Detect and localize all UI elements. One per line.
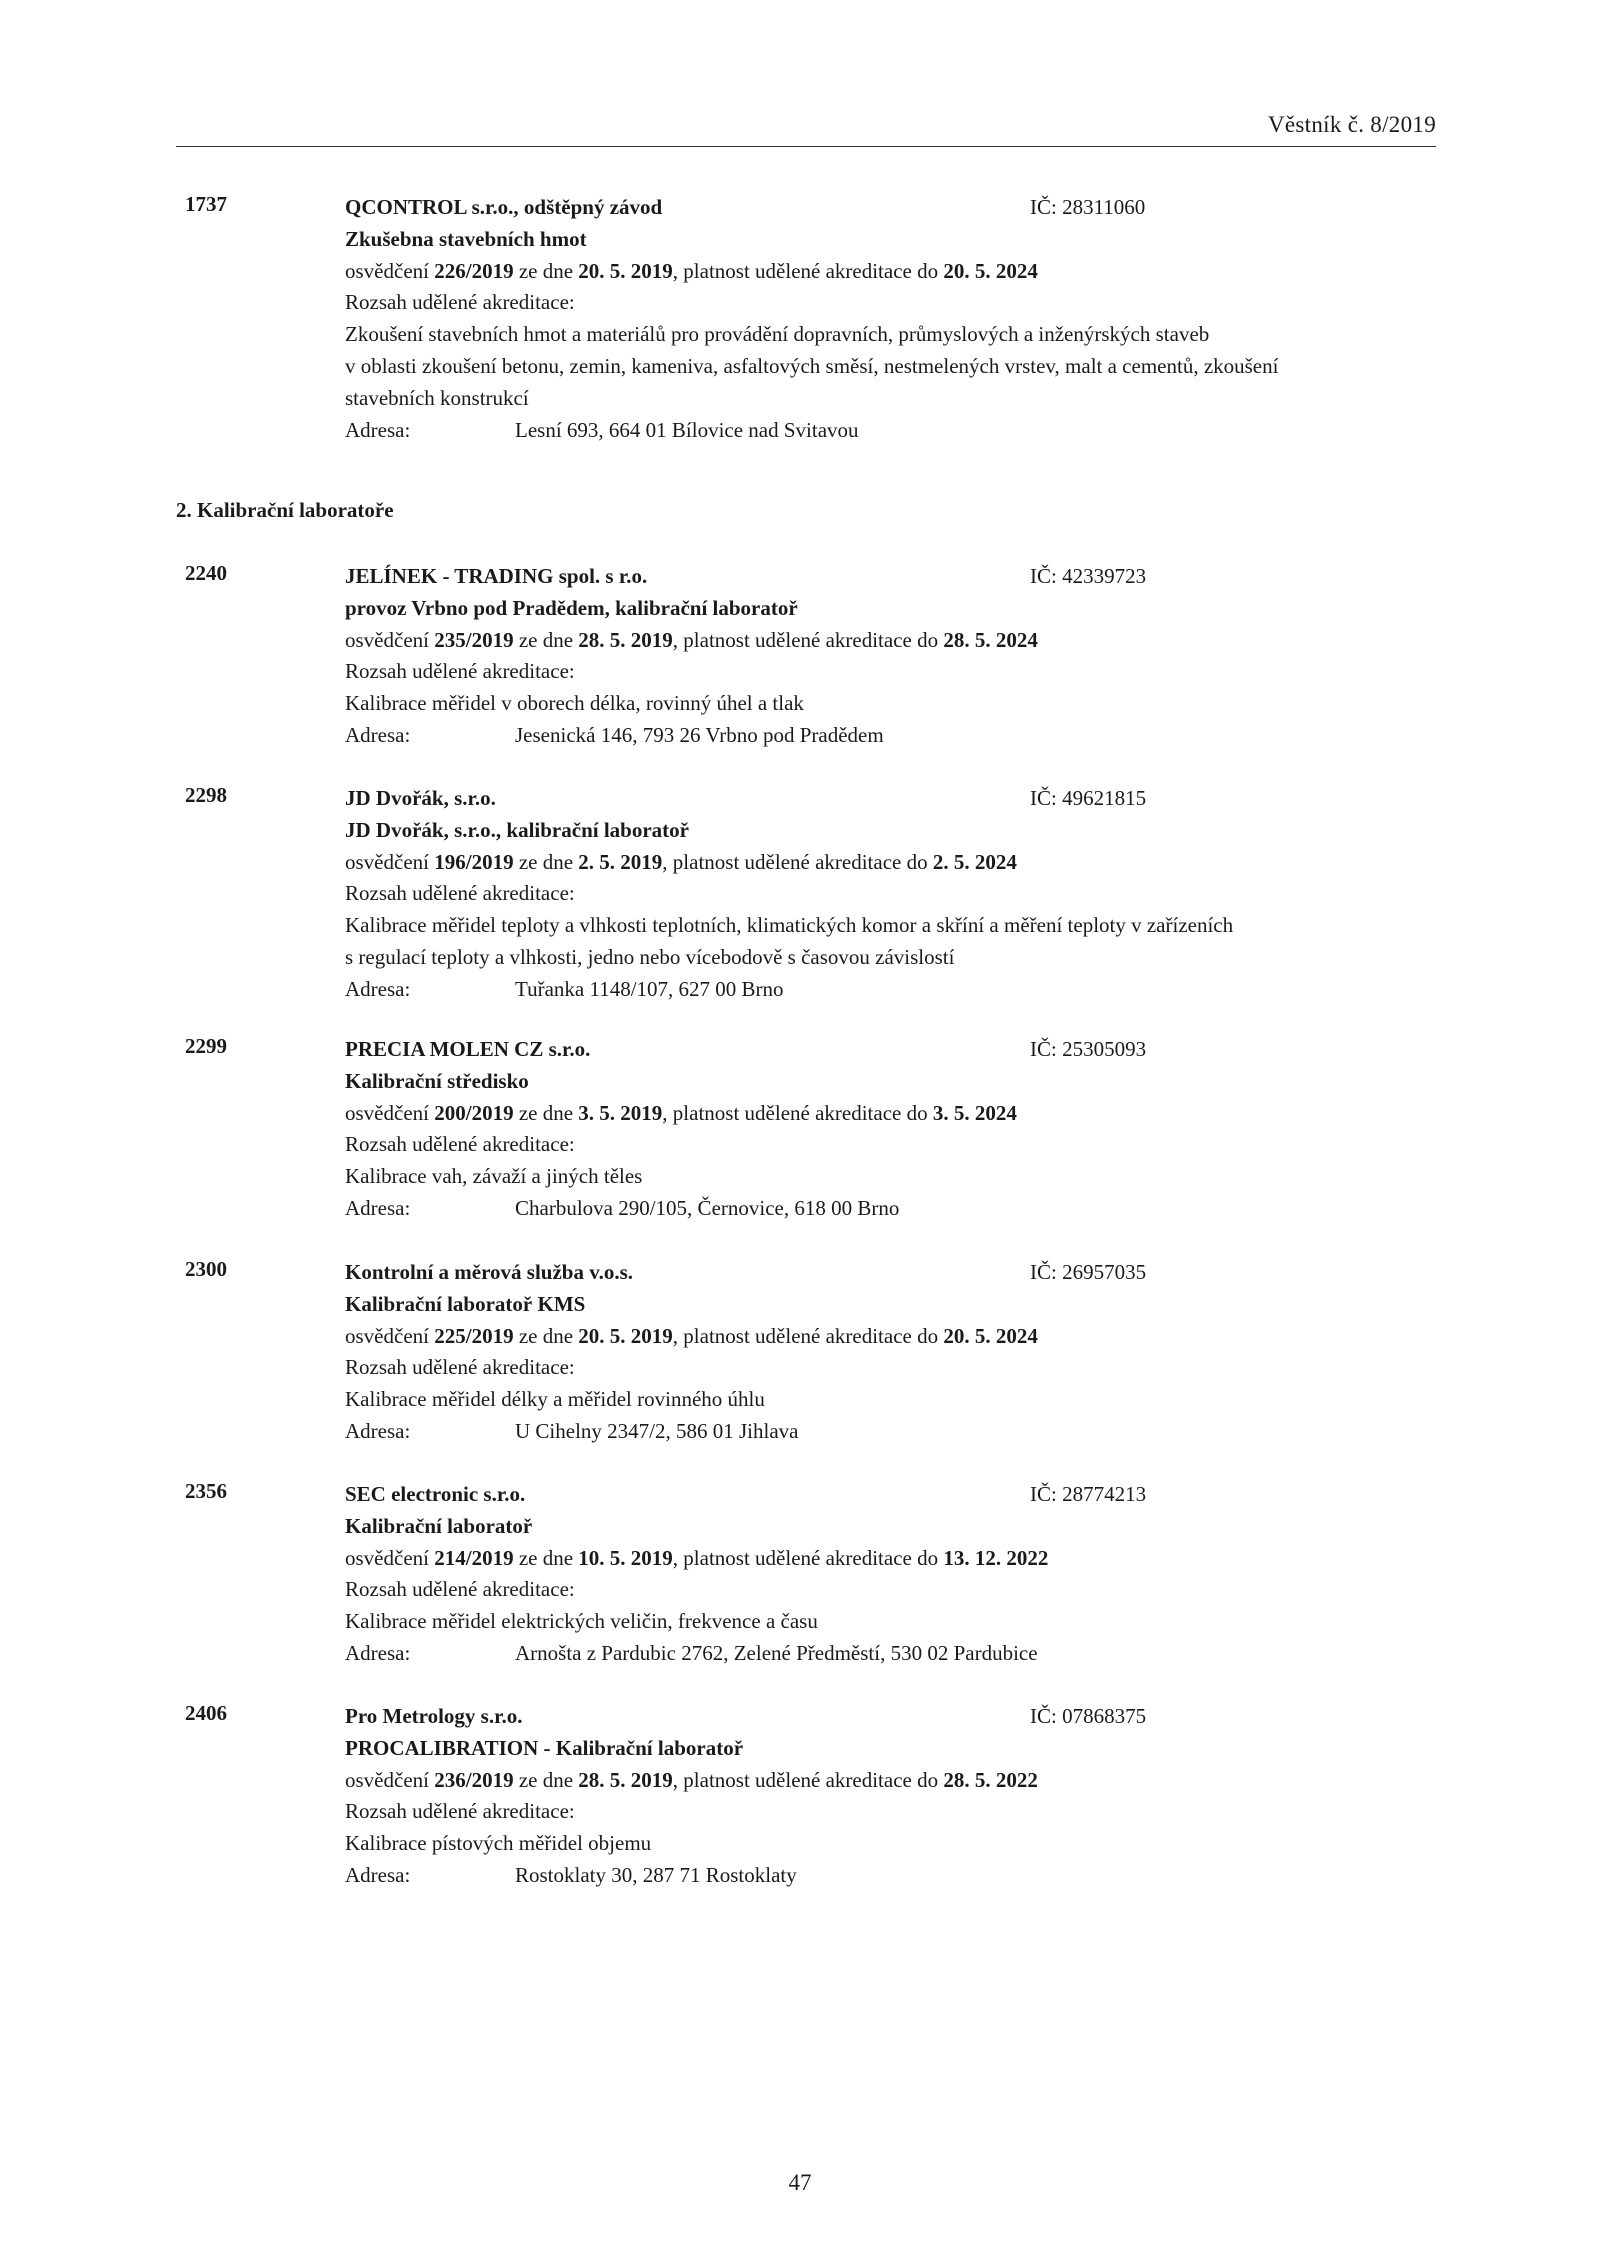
company-id: IČ: 26957035 — [1030, 1260, 1147, 1284]
organization-line — [345, 1257, 1445, 1289]
scope-text: v oblasti zkoušení betonu, zemin, kameniva, asfaltových směsí, nestmelených vrstev, malt a cementů, zkoušení — [345, 353, 1279, 378]
company-id: IČ: 28774213 — [1030, 1482, 1147, 1506]
entry-number: 2240 — [185, 561, 227, 585]
certificate-line: osvědčení 214/2019 ze dne 10. 5. 2019, platnost udělené akreditace do 13. 12. 2022 — [345, 1545, 1049, 1570]
valid-until-date: 20. 5. 2024 — [943, 258, 1038, 283]
certificate-number: 214/2019 — [434, 1545, 514, 1570]
scope-label: Rozsah udělené akreditace: — [345, 1577, 575, 1602]
page-header: Věstník č. 8/2019 — [1268, 112, 1436, 137]
address-label: Adresa: — [345, 722, 411, 747]
organization-line — [345, 1701, 1445, 1733]
certificate-line: osvědčení 226/2019 ze dne 20. 5. 2019, platnost udělené akreditace do 20. 5. 2024 — [345, 258, 1038, 283]
scope-text: Kalibrace pístových měřidel objemu — [345, 1831, 652, 1856]
organization-name: JD Dvořák, s.r.o. — [345, 786, 496, 810]
address-value: Rostoklaty 30, 287 71 Rostoklaty — [515, 1862, 797, 1887]
organization-line — [345, 1479, 1445, 1511]
address-line — [345, 1416, 1445, 1448]
entry-number: 2300 — [185, 1257, 227, 1281]
address-label: Adresa: — [345, 417, 411, 442]
organization-line — [345, 783, 1445, 815]
certificate-number: 225/2019 — [434, 1323, 514, 1348]
address-line — [345, 974, 1445, 1006]
company-id: IČ: 49621815 — [1030, 786, 1147, 810]
certificate-line: osvědčení 236/2019 ze dne 28. 5. 2019, platnost udělené akreditace do 28. 5. 2022 — [345, 1767, 1038, 1792]
organization-line — [345, 561, 1445, 593]
scope-text: Kalibrace měřidel délky a měřidel rovinného úhlu — [345, 1387, 765, 1412]
scope-text: stavebních konstrukcí — [345, 385, 529, 410]
organization-name: JELÍNEK - TRADING spol. s r.o. — [345, 564, 648, 588]
scope-label: Rozsah udělené akreditace: — [345, 1355, 575, 1380]
valid-until-date: 20. 5. 2024 — [943, 1323, 1038, 1348]
organization-name: QCONTROL s.r.o., odštěpný závod — [345, 195, 663, 219]
unit-name: Kalibrační středisko — [345, 1068, 529, 1093]
scope-label: Rozsah udělené akreditace: — [345, 290, 575, 315]
organization-line — [345, 1034, 1445, 1066]
issue-date: 3. 5. 2019 — [578, 1100, 663, 1125]
address-label: Adresa: — [345, 976, 411, 1001]
address-line — [345, 1638, 1445, 1670]
company-id: IČ: 28311060 — [1030, 195, 1146, 219]
unit-name: Kalibrační laboratoř — [345, 1513, 533, 1538]
address-label: Adresa: — [345, 1195, 411, 1220]
address-label: Adresa: — [345, 1862, 411, 1887]
scope-text: Kalibrace měřidel v oborech délka, rovinný úhel a tlak — [345, 691, 804, 716]
scope-label: Rozsah udělené akreditace: — [345, 659, 575, 684]
address-line — [345, 720, 1445, 752]
entry-number: 2356 — [185, 1479, 227, 1503]
scope-text: Kalibrace měřidel elektrických veličin, frekvence a času — [345, 1609, 818, 1634]
issue-date: 10. 5. 2019 — [578, 1545, 673, 1570]
organization-name: Pro Metrology s.r.o. — [345, 1704, 523, 1728]
address-line — [345, 1193, 1445, 1225]
organization-line — [345, 192, 1445, 224]
scope-label: Rozsah udělené akreditace: — [345, 1799, 575, 1824]
address-value: U Cihelny 2347/2, 586 01 Jihlava — [515, 1418, 799, 1443]
certificate-number: 226/2019 — [434, 258, 514, 283]
valid-until-date: 28. 5. 2022 — [943, 1767, 1038, 1792]
scope-text: Kalibrace vah, závaží a jiných těles — [345, 1164, 643, 1189]
valid-until-date: 28. 5. 2024 — [943, 627, 1038, 652]
entry-number: 2299 — [185, 1034, 227, 1058]
unit-name: PROCALIBRATION - Kalibrační laboratoř — [345, 1735, 744, 1760]
company-id: IČ: 07868375 — [1030, 1704, 1147, 1728]
unit-name: JD Dvořák, s.r.o., kalibrační laboratoř — [345, 817, 689, 842]
scope-label: Rozsah udělené akreditace: — [345, 1132, 575, 1157]
address-value: Jesenická 146, 793 26 Vrbno pod Pradědem — [515, 722, 884, 747]
organization-name: Kontrolní a měrová služba v.o.s. — [345, 1260, 634, 1284]
address-label: Adresa: — [345, 1640, 411, 1665]
certificate-line: osvědčení 200/2019 ze dne 3. 5. 2019, platnost udělené akreditace do 3. 5. 2024 — [345, 1100, 1017, 1125]
certificate-number: 235/2019 — [434, 627, 514, 652]
scope-text: s regulací teploty a vlhkosti, jedno nebo vícebodově s časovou závislostí — [345, 944, 955, 969]
organization-name: PRECIA MOLEN CZ s.r.o. — [345, 1037, 591, 1061]
unit-name: Kalibrační laboratoř KMS — [345, 1291, 586, 1316]
issue-date: 28. 5. 2019 — [578, 627, 673, 652]
certificate-line: osvědčení 235/2019 ze dne 28. 5. 2019, platnost udělené akreditace do 28. 5. 2024 — [345, 627, 1038, 652]
address-line — [345, 415, 1445, 447]
issue-date: 20. 5. 2019 — [578, 1323, 673, 1348]
certificate-number: 236/2019 — [434, 1767, 514, 1792]
company-id: IČ: 42339723 — [1030, 564, 1147, 588]
valid-until-date: 2. 5. 2024 — [932, 849, 1017, 874]
section-title: 2. Kalibrační laboratoře — [176, 498, 394, 522]
entry-number: 2298 — [185, 783, 227, 807]
unit-name: Zkušebna stavebních hmot — [345, 226, 587, 251]
issue-date: 2. 5. 2019 — [578, 849, 663, 874]
valid-until-date: 13. 12. 2022 — [943, 1545, 1049, 1570]
scope-label: Rozsah udělené akreditace: — [345, 881, 575, 906]
address-label: Adresa: — [345, 1418, 411, 1443]
address-value: Tuřanka 1148/107, 627 00 Brno — [515, 976, 784, 1001]
issue-date: 28. 5. 2019 — [578, 1767, 673, 1792]
address-value: Lesní 693, 664 01 Bílovice nad Svitavou — [515, 417, 859, 442]
certificate-line: osvědčení 196/2019 ze dne 2. 5. 2019, platnost udělené akreditace do 2. 5. 2024 — [345, 849, 1017, 874]
organization-name: SEC electronic s.r.o. — [345, 1482, 526, 1506]
scope-text: Zkoušení stavebních hmot a materiálů pro provádění dopravních, průmyslových a inženýrských staveb — [345, 322, 1210, 347]
address-value: Charbulova 290/105, Černovice, 618 00 Brno — [515, 1195, 900, 1220]
entry-number: 2406 — [185, 1701, 227, 1725]
valid-until-date: 3. 5. 2024 — [932, 1100, 1017, 1125]
address-value: Arnošta z Pardubic 2762, Zelené Předměstí, 530 02 Pardubice — [515, 1640, 1038, 1665]
certificate-number: 200/2019 — [434, 1100, 514, 1125]
unit-name: provoz Vrbno pod Pradědem, kalibrační laboratoř — [345, 595, 798, 620]
entry-number: 1737 — [185, 192, 227, 216]
certificate-line: osvědčení 225/2019 ze dne 20. 5. 2019, platnost udělené akreditace do 20. 5. 2024 — [345, 1323, 1038, 1348]
header-rule — [176, 146, 1436, 147]
issue-date: 20. 5. 2019 — [578, 258, 673, 283]
address-line — [345, 1860, 1445, 1892]
certificate-number: 196/2019 — [434, 849, 514, 874]
scope-text: Kalibrace měřidel teploty a vlhkosti teplotních, klimatických komor a skříní a měření teploty v zařízeních — [345, 913, 1234, 938]
page-number: 47 — [788, 2170, 812, 2195]
company-id: IČ: 25305093 — [1030, 1037, 1147, 1061]
